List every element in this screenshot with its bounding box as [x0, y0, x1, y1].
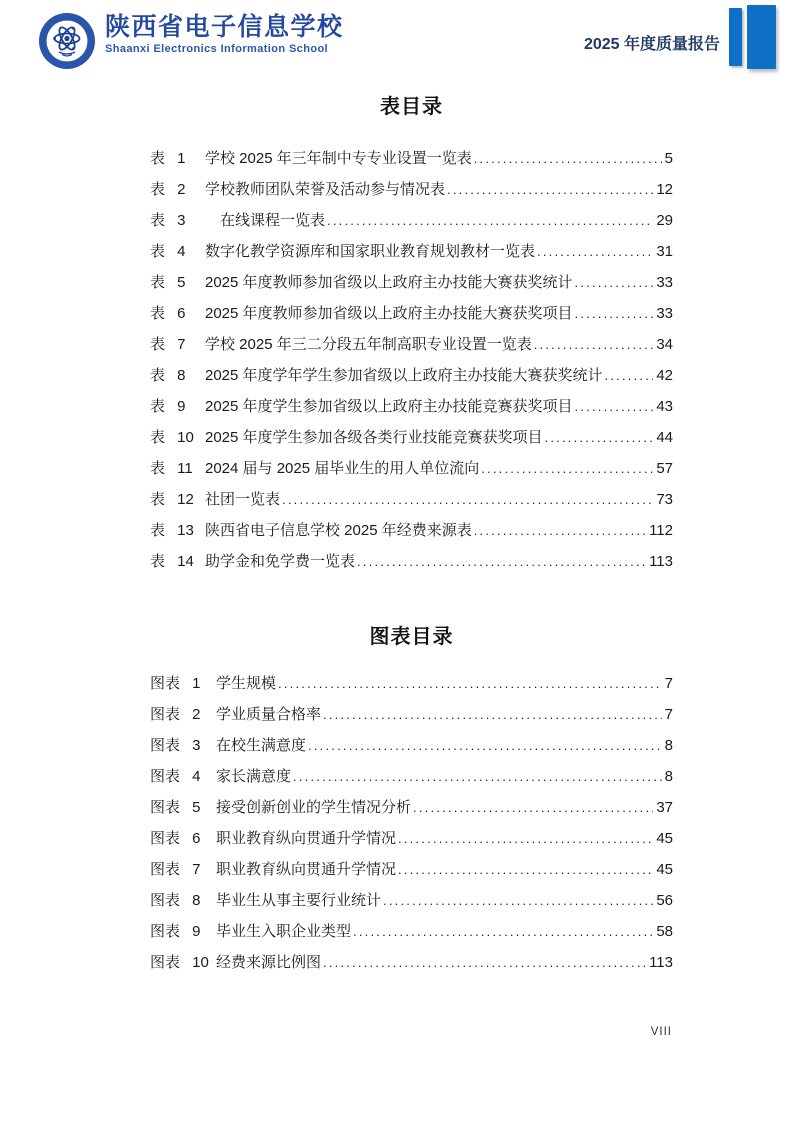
toc-entry[interactable]	[150, 422, 673, 453]
toc-entry-page: 42	[656, 367, 673, 384]
toc-entry-page: 58	[656, 923, 673, 940]
toc-entry-title: 学校教师团队荣誉及活动参与情况表	[205, 181, 446, 198]
toc-entry[interactable]	[150, 298, 673, 329]
toc-leader-dots	[534, 329, 654, 360]
toc-entry-page: 43	[656, 398, 673, 415]
toc-entry[interactable]	[150, 546, 673, 577]
toc-entry-prefix: 表 6	[150, 305, 186, 322]
toc-entry-page: 45	[656, 830, 673, 847]
toc-entry-title: 2025 年度教师参加省级以上政府主办技能大赛获奖统计	[205, 274, 573, 291]
toc-entry-page: 37	[656, 799, 673, 816]
toc-entry-page: 113	[649, 553, 673, 570]
school-name-en: Shaanxi Electronics Information School	[105, 43, 329, 55]
toc-leader-dots	[413, 792, 653, 823]
toc-entry-title: 2024 届与 2025 届毕业生的用人单位流向	[205, 460, 480, 477]
toc-leader-dots	[474, 515, 646, 546]
toc-entry-page: 44	[656, 429, 673, 446]
toc-entry[interactable]	[150, 792, 673, 823]
toc-entry-title: 经费来源比例图	[216, 954, 322, 971]
toc-entry[interactable]	[150, 360, 673, 391]
toc-entry-title: 学业质量合格率	[216, 706, 322, 723]
toc-entry-prefix: 图表 7	[150, 861, 201, 878]
toc-entry-title: 毕业生从事主要行业统计	[216, 892, 382, 909]
toc-leader-dots	[323, 699, 662, 730]
toc-entry[interactable]	[150, 205, 673, 236]
toc-entry[interactable]	[150, 143, 673, 174]
toc-entry-title: 家长满意度	[216, 768, 292, 785]
toc-entry-prefix: 表 2	[150, 181, 186, 198]
toc-entry-page: 12	[656, 181, 673, 198]
toc-entry-page: 73	[656, 491, 673, 508]
toc-entry-title: 数字化教学资源库和国家职业教育规划教材一览表	[205, 243, 536, 260]
school-name-block	[105, 12, 344, 55]
toc-entry-prefix: 图表 6	[150, 830, 201, 847]
toc-entry-title: 在线课程一览表	[205, 212, 326, 229]
toc-entry-prefix: 表 11	[150, 460, 193, 477]
toc-entry-page: 33	[656, 305, 673, 322]
toc-entry[interactable]	[150, 484, 673, 515]
toc-entry-page: 8	[664, 768, 673, 785]
toc-entry[interactable]	[150, 329, 673, 360]
toc-entry[interactable]	[150, 823, 673, 854]
toc-leader-dots	[357, 546, 646, 577]
toc-entry-page: 5	[664, 150, 673, 167]
tables-toc-list	[150, 143, 673, 577]
toc-entry-prefix: 图表 9	[150, 923, 201, 940]
toc-entry-title: 陕西省电子信息学校 2025 年经费来源表	[205, 522, 472, 539]
toc-entry-title: 助学金和免学费一览表	[205, 553, 356, 570]
toc-entry-title: 社团一览表	[205, 491, 281, 508]
toc-entry[interactable]	[150, 916, 673, 947]
toc-entry-page: 31	[656, 243, 673, 260]
toc-entry[interactable]	[150, 174, 673, 205]
toc-entry-prefix: 表 9	[150, 398, 186, 415]
toc-entry-title: 职业教育纵向贯通升学情况	[216, 861, 397, 878]
toc-entry-prefix: 图表 8	[150, 892, 201, 909]
school-name-zh: 陕西省电子信息学校	[105, 13, 344, 41]
toc-leader-dots	[282, 484, 653, 515]
toc-entry-prefix: 表 13	[150, 522, 194, 539]
toc-entry-page: 45	[656, 861, 673, 878]
toc-entry-prefix: 表 10	[150, 429, 194, 446]
toc-entry[interactable]	[150, 391, 673, 422]
toc-leader-dots	[537, 236, 653, 267]
toc-entry-title: 2025 年度学生参加省级以上政府主办技能竞赛获奖项目	[205, 398, 573, 415]
toc-entry-page: 33	[656, 274, 673, 291]
toc-entry-title: 学校 2025 年三年制中专专业设置一览表	[205, 150, 472, 167]
toc-entry-prefix: 表 8	[150, 367, 186, 384]
toc-entry[interactable]	[150, 668, 673, 699]
toc-entry[interactable]	[150, 885, 673, 916]
toc-entry-page: 7	[664, 675, 673, 692]
toc-entry-title: 接受创新创业的学生情况分析	[216, 799, 412, 816]
figures-toc-title: 图表目录	[369, 626, 454, 648]
accent-bar-wide-icon	[747, 5, 776, 69]
toc-entry-title: 学生规模	[216, 675, 277, 692]
report-title: 2025 年度质量报告	[583, 36, 720, 53]
school-logo	[38, 12, 344, 70]
toc-entry-prefix: 表 7	[150, 336, 186, 353]
toc-entry-title: 2025 年度学生参加各级各类行业技能竞赛获奖项目	[205, 429, 543, 446]
toc-entry-page: 34	[656, 336, 673, 353]
toc-entry[interactable]	[150, 854, 673, 885]
toc-leader-dots	[353, 916, 653, 947]
toc-entry-prefix: 表 5	[150, 274, 186, 291]
toc-leader-dots	[308, 730, 662, 761]
toc-leader-dots	[447, 174, 653, 205]
toc-entry-prefix: 表 3	[150, 212, 186, 229]
toc-entry-prefix: 图表 10	[150, 954, 209, 971]
toc-entry-prefix: 图表 4	[150, 768, 201, 785]
toc-leader-dots	[575, 267, 654, 298]
toc-entry-prefix: 图表 3	[150, 737, 201, 754]
toc-entry-title: 2025 年度学年学生参加省级以上政府主办技能大赛获奖统计	[205, 367, 603, 384]
accent-bar-narrow-icon	[729, 8, 742, 66]
toc-entry[interactable]	[150, 515, 673, 546]
toc-leader-dots	[278, 668, 662, 699]
toc-entry-page: 112	[649, 522, 673, 539]
figures-toc-list	[150, 668, 673, 978]
toc-entry[interactable]	[150, 730, 673, 761]
toc-entry[interactable]	[150, 236, 673, 267]
school-emblem-atom-icon	[38, 12, 96, 70]
toc-entry[interactable]	[150, 761, 673, 792]
toc-leader-dots	[481, 453, 653, 484]
toc-entry-page: 29	[656, 212, 673, 229]
toc-entry-page: 56	[656, 892, 673, 909]
toc-entry-title: 在校生满意度	[216, 737, 307, 754]
toc-entry[interactable]	[150, 699, 673, 730]
toc-entry-prefix: 图表 1	[150, 675, 201, 692]
toc-leader-dots	[398, 854, 653, 885]
toc-entry-prefix: 表 1	[150, 150, 186, 167]
tables-toc-title: 表目录	[380, 96, 443, 118]
toc-entry-title: 2025 年度教师参加省级以上政府主办技能大赛获奖项目	[205, 305, 573, 322]
toc-leader-dots	[575, 391, 654, 422]
toc-entry-title: 毕业生入职企业类型	[216, 923, 352, 940]
toc-entry-prefix: 表 4	[150, 243, 186, 260]
page-number: VIII	[650, 1026, 672, 1038]
toc-entry-prefix: 图表 2	[150, 706, 201, 723]
toc-entry-title: 学校 2025 年三二分段五年制高职专业设置一览表	[205, 336, 532, 353]
toc-leader-dots	[545, 422, 654, 453]
toc-entry[interactable]	[150, 267, 673, 298]
toc-leader-dots	[398, 823, 653, 854]
toc-entry-page: 7	[664, 706, 673, 723]
toc-leader-dots	[293, 761, 662, 792]
toc-leader-dots	[383, 885, 653, 916]
toc-leader-dots	[327, 205, 653, 236]
toc-leader-dots	[605, 360, 654, 391]
toc-entry-prefix: 表 14	[150, 553, 194, 570]
toc-entry-page: 113	[649, 954, 673, 971]
toc-entry-prefix: 图表 5	[150, 799, 201, 816]
toc-leader-dots	[323, 947, 646, 978]
toc-entry-page: 8	[664, 737, 673, 754]
toc-entry-title: 职业教育纵向贯通升学情况	[216, 830, 397, 847]
toc-entry-page: 57	[656, 460, 673, 477]
toc-leader-dots	[474, 143, 662, 174]
toc-entry-prefix: 表 12	[150, 491, 194, 508]
toc-entry[interactable]	[150, 947, 673, 978]
toc-leader-dots	[575, 298, 654, 329]
toc-entry[interactable]	[150, 453, 673, 484]
